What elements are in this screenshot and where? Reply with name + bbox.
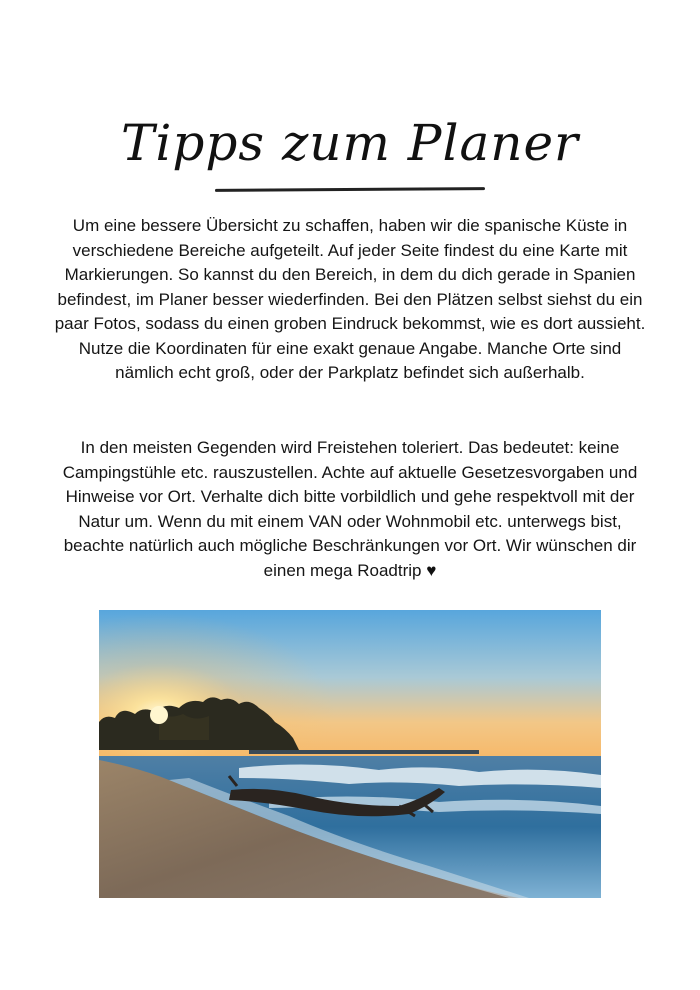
intro-paragraph-text: Um eine bessere Übersicht zu schaffen, haben wir die spanische Küste in verschiedene Bereiche aufgeteilt. Auf jeder Seite findest du eine Karte mit Markierungen. So kannst du den Bereich, in dem du dich gerade in Spanien befindest, im Planer besser wiederfinden. Bei den Plätzen selbst siehst du ein paar Fotos, sodass du einen groben Eindruck bekommst, wie es dort aussieht. Nutze die Koordinaten für eine exakt genaue Angabe. Manche Orte sind nämlich echt groß, oder der Parkplatz befindet sich außerhalb. xyxy=(54,216,646,382)
beach-sunset-photo xyxy=(99,610,601,898)
rules-paragraph xyxy=(52,436,648,583)
beach-sunset-illustration xyxy=(99,610,601,898)
heart-icon: ♥ xyxy=(426,560,437,580)
intro-paragraph xyxy=(52,214,648,386)
page-title: Tipps zum Planer xyxy=(121,114,579,172)
title-underline xyxy=(215,187,485,192)
rules-paragraph-text: In den meisten Gegenden wird Freistehen toleriert. Das bedeutet: keine Campingstühle etc. rauszustellen. Achte auf aktuelle Gesetzesvorgaben und Hinweise vor Ort. Verhalte dich bitte vorbildlich und gehe respektvoll mit der Natur um. Wenn du mit einem VAN oder Wohnmobil etc. unterwegs bist, beachte natürlich auch mögliche Beschränkungen vor Ort. Wir wünschen dir einen mega Roadtrip xyxy=(62,438,638,580)
